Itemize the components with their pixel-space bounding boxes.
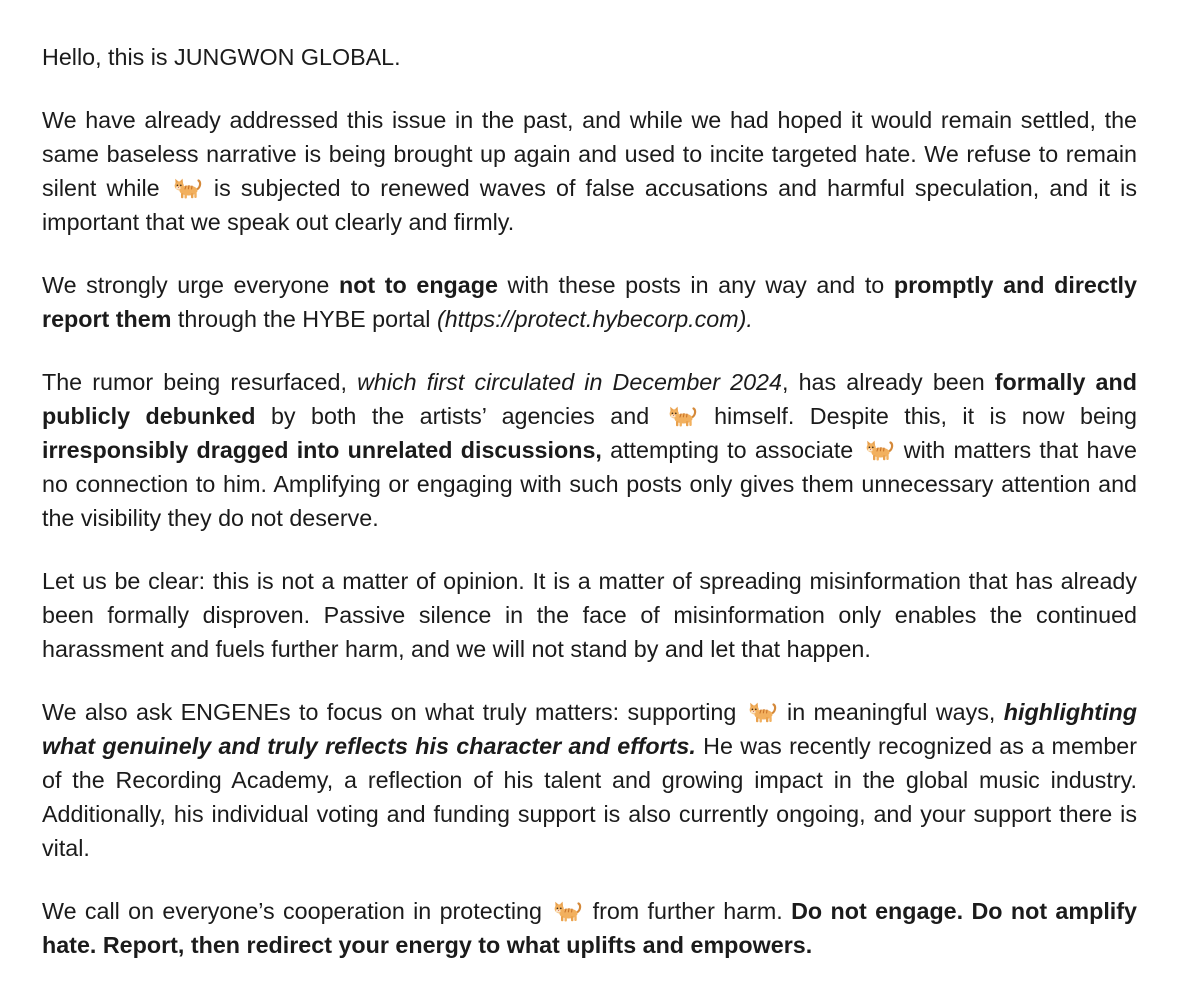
cat-emoji-icon	[864, 438, 894, 462]
closing-paragraph	[42, 894, 1137, 962]
rumor-text-3: by both the artists’ agencies and	[255, 403, 665, 429]
support-text-3: He was recently recognized as a member of the Recording Academy, a reflection of his talent and growing impact in the global music industry. Additionally, his individual voting and funding support is also currently ongoing, and your support there is vital.	[42, 733, 1137, 861]
rumor-paragraph	[42, 365, 1137, 535]
rumor-text-4: himself. Despite this, it is now being	[698, 403, 1137, 429]
context-text-1: We have already addressed this issue in the past, and while we had hoped it would remain settled, the same baseless narrative is being brought up again and used to incite targeted hate. We refuse to remain silent while	[42, 107, 1137, 201]
closing-text-2: from further harm.	[584, 898, 792, 924]
cat-emoji-icon	[552, 899, 582, 923]
rumor-text-6: with matters that have no connection to him. Amplifying or engaging with such posts only gives them unnecessary attention and the visibility they do not deserve.	[42, 437, 1137, 531]
support-text-1: We also ask ENGENEs to focus on what truly matters: supporting	[42, 699, 745, 725]
closing-text-1: We call on everyone’s cooperation in protecting	[42, 898, 551, 924]
urge-paragraph	[42, 268, 1137, 336]
context-text-2: is subjected to renewed waves of false accusations and harmful speculation, and it is important that we speak out clearly and firmly.	[42, 175, 1137, 235]
closing-bold: Do not engage. Do not amplify hate. Report, then redirect your energy to what uplifts and empowers.	[42, 898, 1137, 958]
greeting-text: Hello, this is JUNGWON GLOBAL.	[42, 44, 401, 70]
support-paragraph	[42, 695, 1137, 865]
urge-text-2: with these posts in any way and to	[497, 272, 894, 298]
rumor-text-2: , has already been	[781, 369, 995, 395]
clarity-text: Let us be clear: this is not a matter of opinion. It is a matter of spreading misinformation that has already been formally disproven. Passive silence in the face of misinformation only enables the continued harassment and fuels further harm, and we will not stand by and let that happen.	[42, 568, 1137, 662]
urge-bold-2: promptly and directly report them	[42, 272, 1137, 332]
rumor-bold-1: formally and publicly debunked	[42, 369, 1137, 429]
context-paragraph	[42, 103, 1137, 239]
rumor-text-1: The rumor being resurfaced,	[42, 369, 358, 395]
rumor-bold-2: irresponsibly dragged into unrelated discussions,	[42, 437, 602, 463]
urge-text-1: We strongly urge everyone	[42, 272, 339, 298]
cat-emoji-icon	[667, 404, 697, 428]
urge-text-3: through the HYBE portal	[171, 306, 437, 332]
rumor-italic-1: which first circulated in December 2024	[357, 369, 782, 395]
cat-emoji-icon	[747, 700, 777, 724]
urge-bold-1: not to engage	[338, 272, 498, 298]
support-text-2: in meaningful ways,	[778, 699, 1004, 725]
support-bold-italic: highlighting what genuinely and truly reflects his character and efforts.	[42, 699, 1137, 759]
portal-url-text: (https://protect.hybecorp.com).	[436, 306, 753, 332]
rumor-text-5: attempting to associate	[601, 437, 862, 463]
cat-emoji-icon	[172, 176, 202, 200]
clarity-paragraph	[42, 564, 1137, 666]
greeting-paragraph	[42, 40, 1137, 74]
